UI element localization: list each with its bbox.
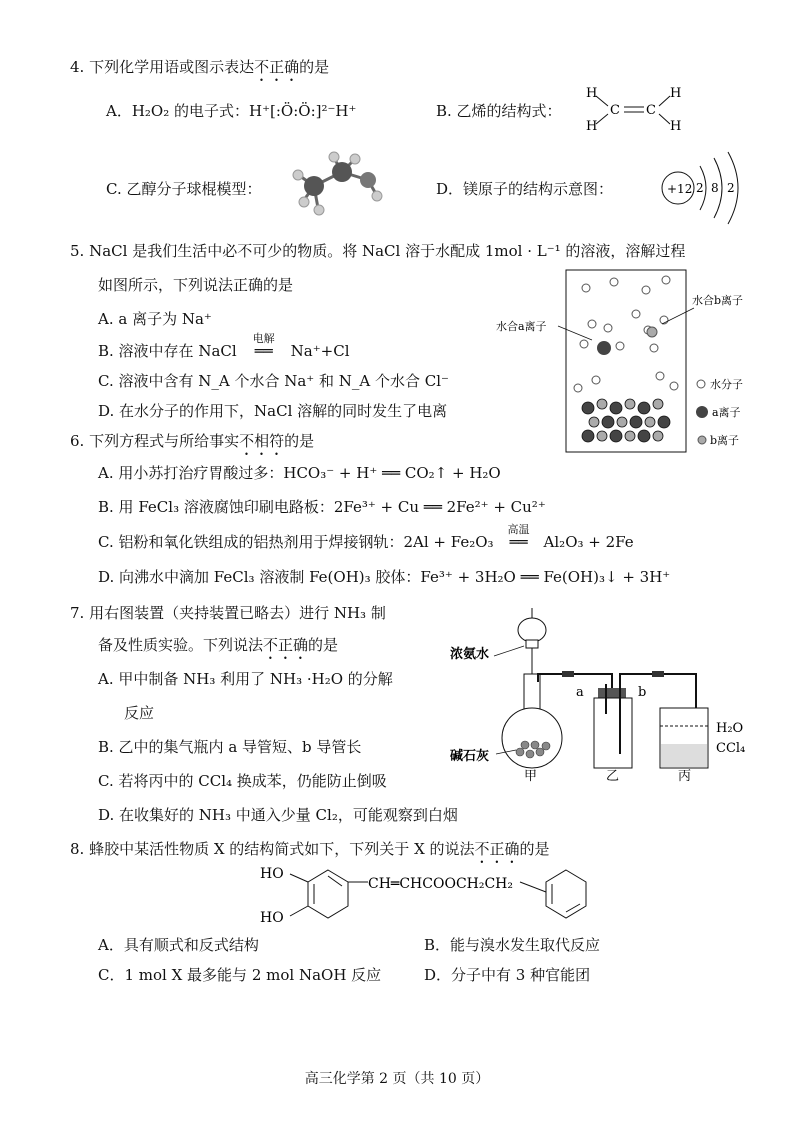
q7-option-a: A. 甲中制备 NH₃ 利用了 NH₃ ·H₂O 的分解 — [98, 670, 393, 688]
label-ammonia-water: 浓氨水 — [450, 647, 490, 662]
legend-a-ion: a离子 — [712, 406, 741, 419]
q8-option-d: D．分子中有 3 种官能团 — [424, 966, 591, 984]
q6-option-b: B. 用 FeCl₃ 溶液腐蚀印刷电路板：2Fe³⁺ + Cu ══ 2Fe²⁺ + Cu²⁺ — [98, 498, 546, 516]
hydroxyl-group: HO — [260, 866, 284, 882]
label-soda-lime: 碱石灰 — [450, 749, 490, 764]
label-bing: 丙 — [678, 769, 692, 782]
magnesium-atom-diagram — [656, 150, 746, 230]
q6-option-c: C. 铝粉和氧化铁组成的铝热剂用于焊接钢轨：2Al + Fe₂O₃ 高温 ══ Al₂O₃ + 2Fe — [98, 523, 634, 551]
q4-option-b: B. 乙烯的结构式： — [436, 102, 562, 120]
q7-option-d: D. 在收集好的 NH₃ 中通入少量 Cl₂，可能观察到白烟 — [98, 806, 458, 824]
q8-option-b: B．能与溴水发生取代反应 — [424, 936, 601, 954]
q7-stem-line2: 备及性质实验。下列说法不正确的是 — [98, 636, 339, 654]
q6-option-a: A. 用小苏打治疗胃酸过多：HCO₃⁻ + H⁺ ══ CO₂↑ + H₂O — [98, 464, 501, 482]
q4-option-a: A．H₂O₂ 的电子式：H⁺[:Ö:Ö:]²⁻H⁺ — [106, 102, 357, 120]
q7-stem-line1: 7. 用右图装置（夹持装置已略去）进行 NH₃ 制 — [70, 604, 386, 622]
shell-electrons: 2 — [696, 181, 704, 195]
ethylene-atom: H — [586, 119, 598, 134]
q5-option-c: C. 溶液中含有 N_A 个水合 Na⁺ 和 N_A 个水合 Cl⁻ — [98, 372, 449, 390]
nh3-apparatus-figure — [446, 604, 766, 782]
q5-stem-line2: 如图所示，下列说法正确的是 — [98, 276, 294, 294]
q8-option-a: A．具有顺式和反式结构 — [98, 936, 259, 954]
q6-stem: 6. 下列方程式与所给事实不相符的是 — [70, 432, 315, 450]
fig-label-b-ion: 水合b离子 — [692, 294, 744, 307]
q5-stem-line1: 5. NaCl 是我们生活中必不可少的物质。将 NaCl 溶于水配成 1mol · L⁻¹ 的溶液，溶解过程 — [70, 242, 686, 260]
label-yi: 乙 — [606, 769, 620, 782]
q5-option-b: B. 溶液中存在 NaCl 电解 ══ Na⁺+Cl — [98, 332, 350, 360]
q8-stem: 8. 蜂胶中某活性物质 X 的结构简式如下，下列关于 X 的说法不正确的是 — [70, 840, 550, 858]
ethylene-atom: H — [670, 119, 682, 134]
q4-option-d: D．镁原子的结构示意图： — [436, 180, 614, 198]
q6-option-d: D. 向沸水中滴加 FeCl₃ 溶液制 Fe(OH)₃ 胶体：Fe³⁺ + 3H₂O ══ Fe(OH)₃↓ + 3H⁺ — [98, 568, 671, 586]
q5-option-a: A. a 离子为 Na⁺ — [98, 310, 212, 328]
ethylene-atom: C — [646, 103, 656, 118]
shell-electrons: 2 — [727, 181, 735, 195]
high-temp-arrow: 高温 ══ — [507, 523, 530, 551]
page-footer: 高三化学第 2 页（共 10 页） — [304, 1071, 490, 1087]
legend-water: 水分子 — [710, 378, 743, 391]
nacl-dissolution-figure — [496, 268, 766, 456]
q7-option-b: B. 乙中的集气瓶内 a 导管短、b 导管长 — [98, 738, 362, 756]
legend-b-ion: b离子 — [710, 434, 740, 447]
ethylene-atom: C — [610, 103, 620, 118]
q8-option-c: C．1 mol X 最多能与 2 mol NaOH 反应 — [98, 966, 382, 984]
q7-option-a-cont: 反应 — [124, 704, 155, 722]
label-ccl4: CCl₄ — [716, 741, 746, 756]
ethanol-ball-stick-model — [284, 150, 384, 222]
hydroxyl-group: HO — [260, 910, 284, 926]
ethylene-atom: H — [670, 86, 682, 101]
q5-option-d: D. 在水分子的作用下，NaCl 溶解的同时发生了电离 — [98, 402, 448, 420]
label-jia: 甲 — [524, 769, 538, 782]
ethylene-structure — [582, 80, 692, 140]
side-chain: CH═CHCOOCH₂CH₂ — [368, 876, 514, 892]
compound-x-structure — [256, 860, 616, 930]
ethylene-atom: H — [586, 86, 598, 101]
shell-electrons: 8 — [711, 181, 719, 195]
label-a: a — [576, 685, 584, 700]
label-h2o: H₂O — [716, 721, 744, 736]
q4-option-c: C. 乙醇分子球棍模型： — [106, 180, 262, 198]
label-b: b — [638, 685, 647, 700]
electrolysis-arrow: 电解 ══ — [252, 332, 275, 360]
q4-stem: 4. 下列化学用语或图示表达不正确的是 — [70, 58, 330, 76]
fig-label-a-ion: 水合a离子 — [496, 320, 547, 333]
nucleus-charge: +12 — [667, 182, 693, 196]
q7-option-c: C. 若将丙中的 CCl₄ 换成苯，仍能防止倒吸 — [98, 772, 387, 790]
